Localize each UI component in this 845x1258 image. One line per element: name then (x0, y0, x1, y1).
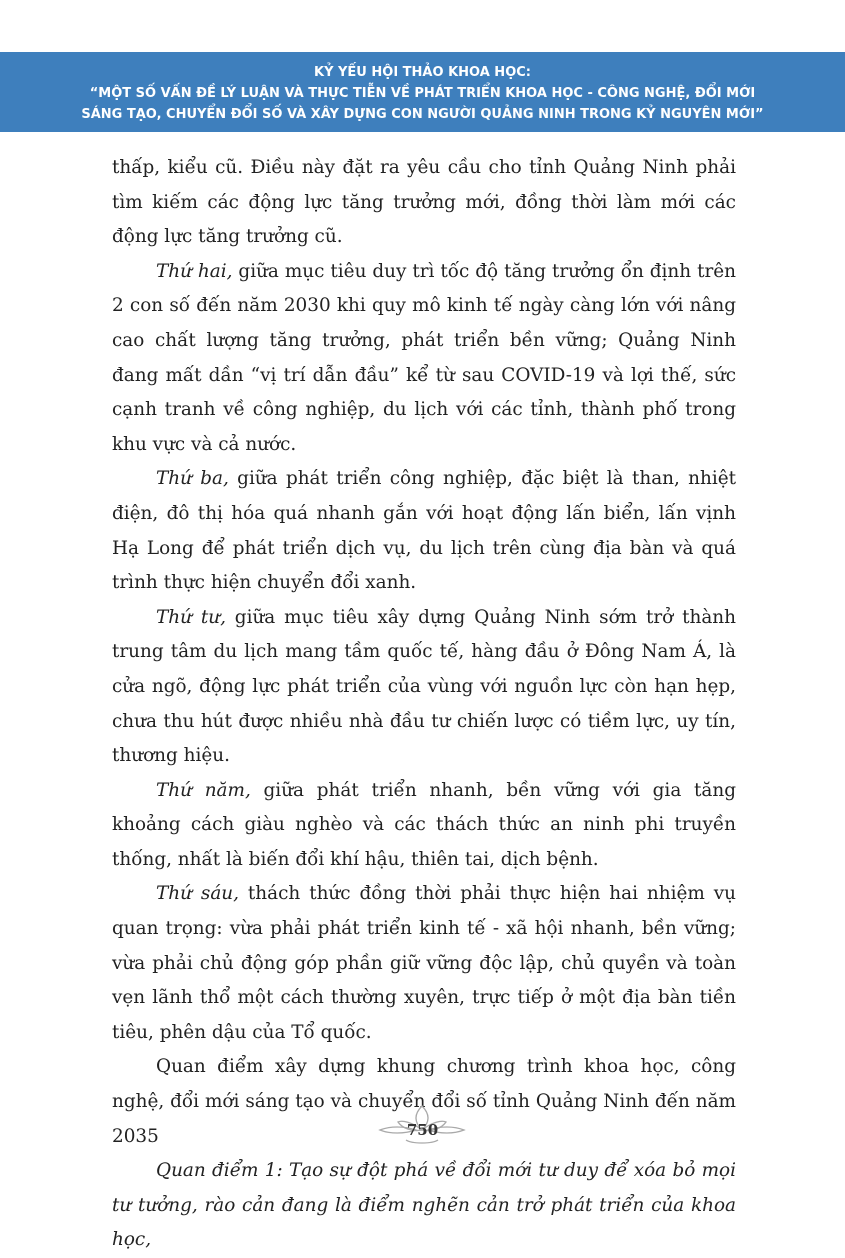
paragraph-thu-nam (112, 774, 736, 878)
paragraph-quan-diem-heading: Quan điểm xây dựng khung chương trình khoa học, công nghệ, đổi mới sáng tạo và chuyển đổi số tỉnh Quảng Ninh đến năm 2035 (112, 1056, 736, 1147)
paragraph-text: thách thức đồng thời phải thực hiện hai nhiệm vụ quan trọng: vừa phải phát triển kinh tế - xã hội nhanh, bền vững; vừa phải chủ động góp phần giữ vững độc lập, chủ quyền và toàn vẹn lãnh thổ một cách thường xuyên, trực tiếp ở một địa bàn tiền tiêu, phên dậu của Tổ quốc. (112, 883, 736, 1043)
paragraph-thu-hai (112, 255, 736, 463)
paragraph-continued: thấp, kiểu cũ. Điều này đặt ra yêu cầu cho tỉnh Quảng Ninh phải tìm kiếm các động lực tăng trưởng mới, đồng thời làm mới các động lực tăng trưởng cũ. (112, 157, 736, 248)
header-line-2: “MỘT SỐ VẤN ĐỀ LÝ LUẬN VÀ THỰC TIỄN VỀ PHÁT TRIỂN KHOA HỌC - CÔNG NGHỆ, ĐỔI MỚI (89, 86, 756, 101)
header-line-3: SÁNG TẠO, CHUYỂN ĐỔI SỐ VÀ XÂY DỰNG CON NGƯỜI QUẢNG NINH TRONG KỶ NGUYÊN MỚI” (81, 107, 764, 122)
paragraph-label: Thứ ba, (156, 468, 229, 490)
paragraph-thu-sau (112, 877, 736, 1050)
paragraph-label: Thứ sáu, (156, 883, 239, 905)
header-line-1: KỶ YẾU HỘI THẢO KHOA HỌC: (314, 65, 531, 80)
page-number: 750 (406, 1121, 439, 1139)
paragraph-label: Thứ năm, (156, 779, 251, 801)
paragraph-thu-ba (112, 462, 736, 600)
body-text (112, 151, 736, 1258)
paragraph-text: giữa phát triển công nghiệp, đặc biệt là than, nhiệt điện, đô thị hóa quá nhanh gắn với hoạt động lấn biển, lấn vịnh Hạ Long để phát triển dịch vụ, du lịch trên cùng địa bàn và quá trình thực hiện chuyển đổi xanh. (112, 468, 736, 594)
paragraph-thu-tu (112, 601, 736, 774)
paragraph-text: giữa mục tiêu duy trì tốc độ tăng trưởng ổn định trên 2 con số đến năm 2030 khi quy mô kinh tế ngày càng lớn với nâng cao chất lượng tăng trưởng, phát triển bền vững; Quảng Ninh đang mất dần “vị trí dẫn đầu” kể từ sau COVID-19 và lợi thế, sức cạnh tranh về công nghiệp, du lịch với các tỉnh, thành phố trong khu vực và cả nước. (112, 260, 736, 455)
page-footer (0, 1104, 845, 1154)
paragraph-label: Thứ hai, (156, 260, 233, 282)
paragraph-text: giữa mục tiêu xây dựng Quảng Ninh sớm trở thành trung tâm du lịch mang tầm quốc tế, hàng đầu ở Đông Nam Á, là cửa ngõ, động lực phát triển của vùng với nguồn lực còn hạn hẹp, chưa thu hút được nhiều nhà đầu tư chiến lược có tiềm lực, uy tín, thương hiệu. (112, 606, 736, 767)
paragraph-label: Thứ tư, (156, 606, 226, 628)
running-header (0, 52, 845, 132)
paragraph-quan-diem-1: Quan điểm 1: Tạo sự đột phá về đổi mới tư duy để xóa bỏ mọi tư tưởng, rào cản đang là điểm nghẽn cản trở phát triển của khoa học, (112, 1160, 736, 1251)
paragraph-text: giữa phát triển nhanh, bền vững với gia tăng khoảng cách giàu nghèo và các thách thức an ninh phi truyền thống, nhất là biến đổi khí hậu, thiên tai, dịch bệnh. (112, 779, 736, 870)
